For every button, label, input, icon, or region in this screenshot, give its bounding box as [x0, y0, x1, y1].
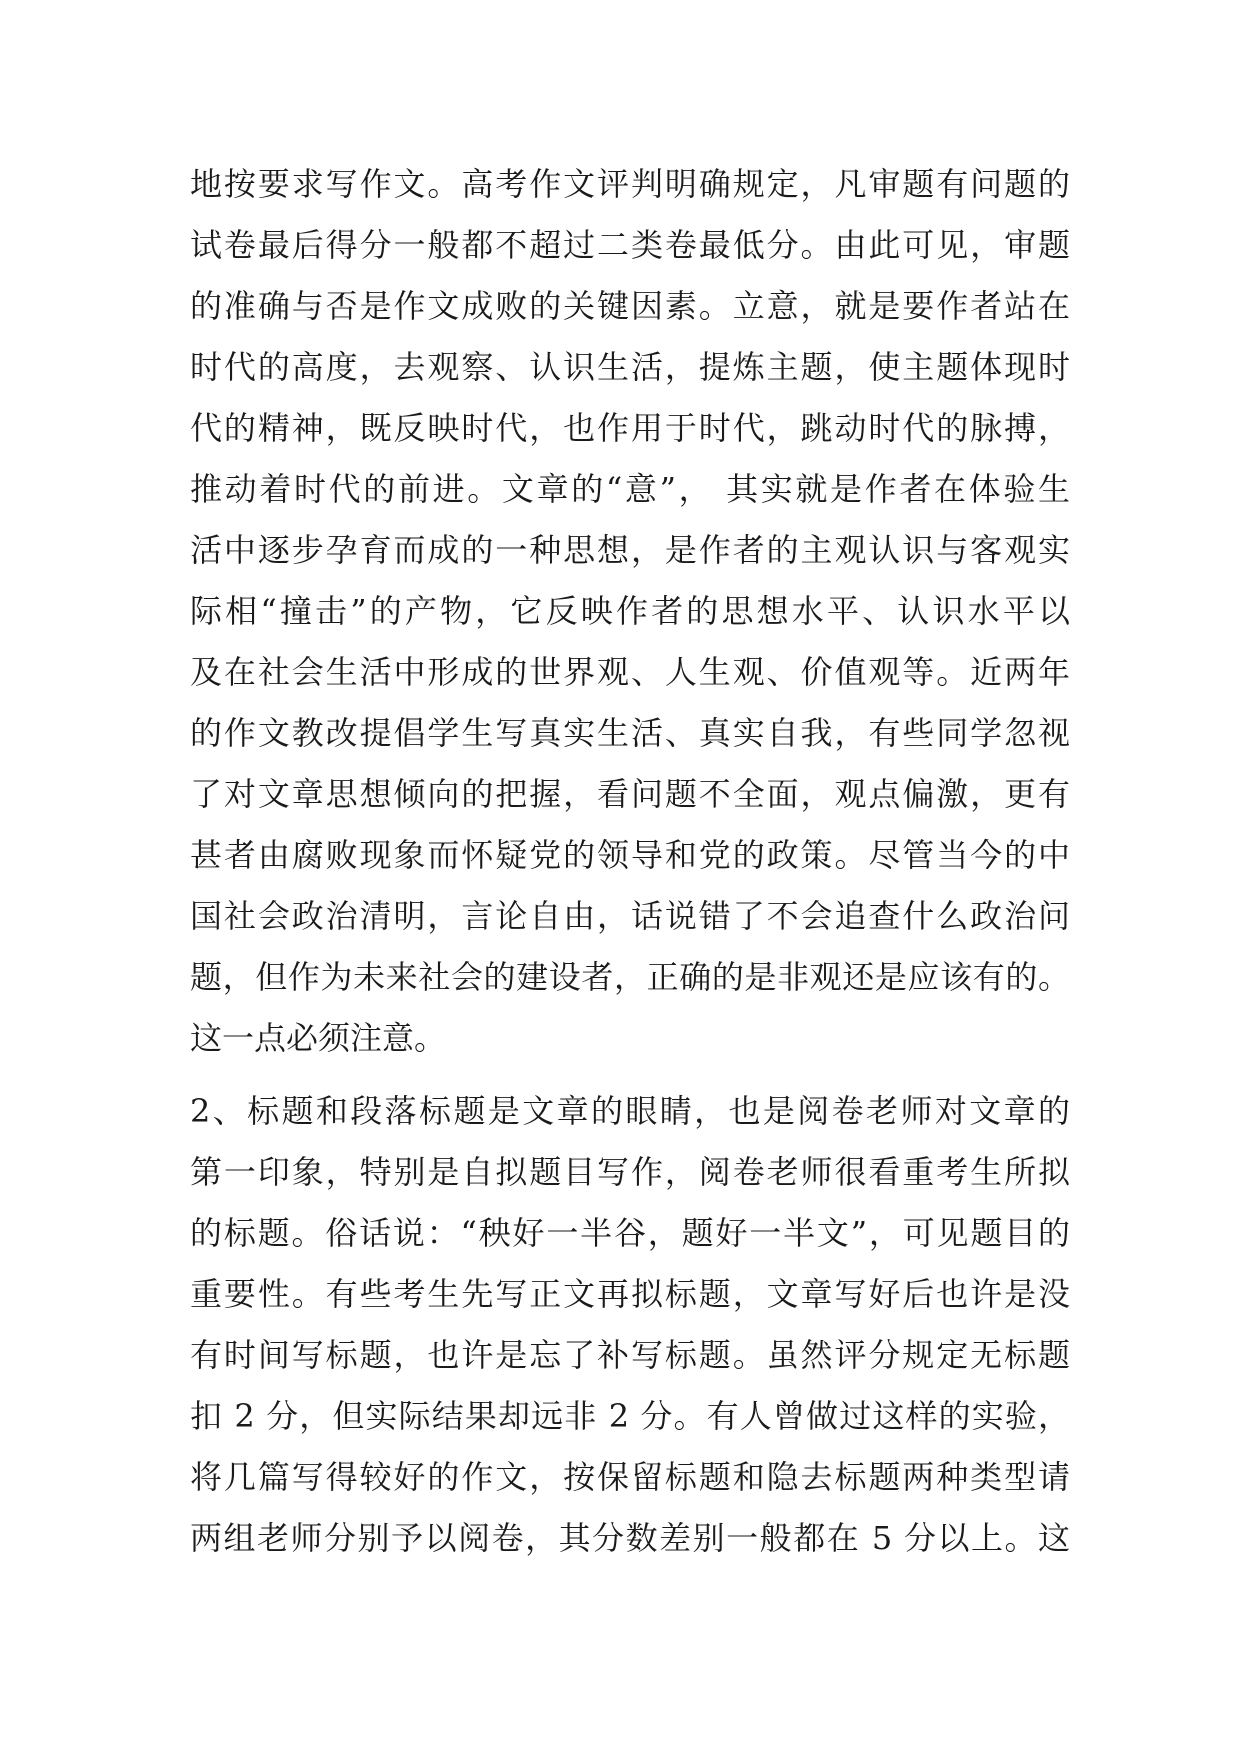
text-line: 题，但作为未来社会的建设者，正确的是非观还是应该有的。 [190, 958, 1070, 996]
paragraph-1 [190, 154, 1070, 1069]
text-line: 甚者由腐败现象而怀疑党的领导和党的政策。尽管当今的中 [190, 836, 1070, 874]
text-line: 2、标题和段落标题是文章的眼睛，也是阅卷老师对文章的 [190, 1092, 1070, 1130]
text-line: 国社会政治清明，言论自由，话说错了不会追查什么政治问 [190, 897, 1070, 935]
text-line: 了对文章思想倾向的把握，看问题不全面，观点偏激，更有 [190, 775, 1070, 813]
paragraph-2 [190, 1081, 1070, 1569]
text-line: 试卷最后得分一般都不超过二类卷最低分。由此可见，审题 [190, 226, 1070, 264]
text-line: 代的精神，既反映时代，也作用于时代，跳动时代的脉搏， [190, 409, 1070, 447]
text-line: 时代的高度，去观察、认识生活，提炼主题，使主题体现时 [190, 348, 1070, 386]
text-line: 将几篇写得较好的作文，按保留标题和隐去标题两种类型请 [190, 1458, 1070, 1496]
text-line: 扣 2 分，但实际结果却远非 2 分。有人曾做过这样的实验， [190, 1397, 1070, 1435]
text-line: 地按要求写作文。高考作文评判明确规定，凡审题有问题的 [190, 165, 1070, 203]
text-line: 际相“撞击”的产物，它反映作者的思想水平、认识水平以 [190, 592, 1070, 630]
text-line: 有时间写标题，也许是忘了补写标题。虽然评分规定无标题 [190, 1336, 1070, 1374]
text-line: 及在社会生活中形成的世界观、人生观、价值观等。近两年 [190, 653, 1070, 691]
text-line: 第一印象，特别是自拟题目写作，阅卷老师很看重考生所拟 [190, 1153, 1070, 1191]
text-line: 的标题。俗话说：“秧好一半谷，题好一半文”，可见题目的 [190, 1214, 1070, 1252]
text-line: 这一点必须注意。 [190, 1019, 447, 1057]
text-line: 活中逐步孕育而成的一种思想，是作者的主观认识与客观实 [190, 531, 1070, 569]
text-line: 的准确与否是作文成败的关键因素。立意，就是要作者站在 [190, 287, 1070, 325]
text-line: 重要性。有些考生先写正文再拟标题，文章写好后也许是没 [190, 1275, 1070, 1313]
text-line: 的作文教改提倡学生写真实生活、真实自我，有些同学忽视 [190, 714, 1070, 752]
text-line: 两组老师分别予以阅卷，其分数差别一般都在 5 分以上。这 [190, 1519, 1070, 1557]
text-line: 推动着时代的前进。文章的“意”， 其实就是作者在体验生 [190, 470, 1070, 508]
